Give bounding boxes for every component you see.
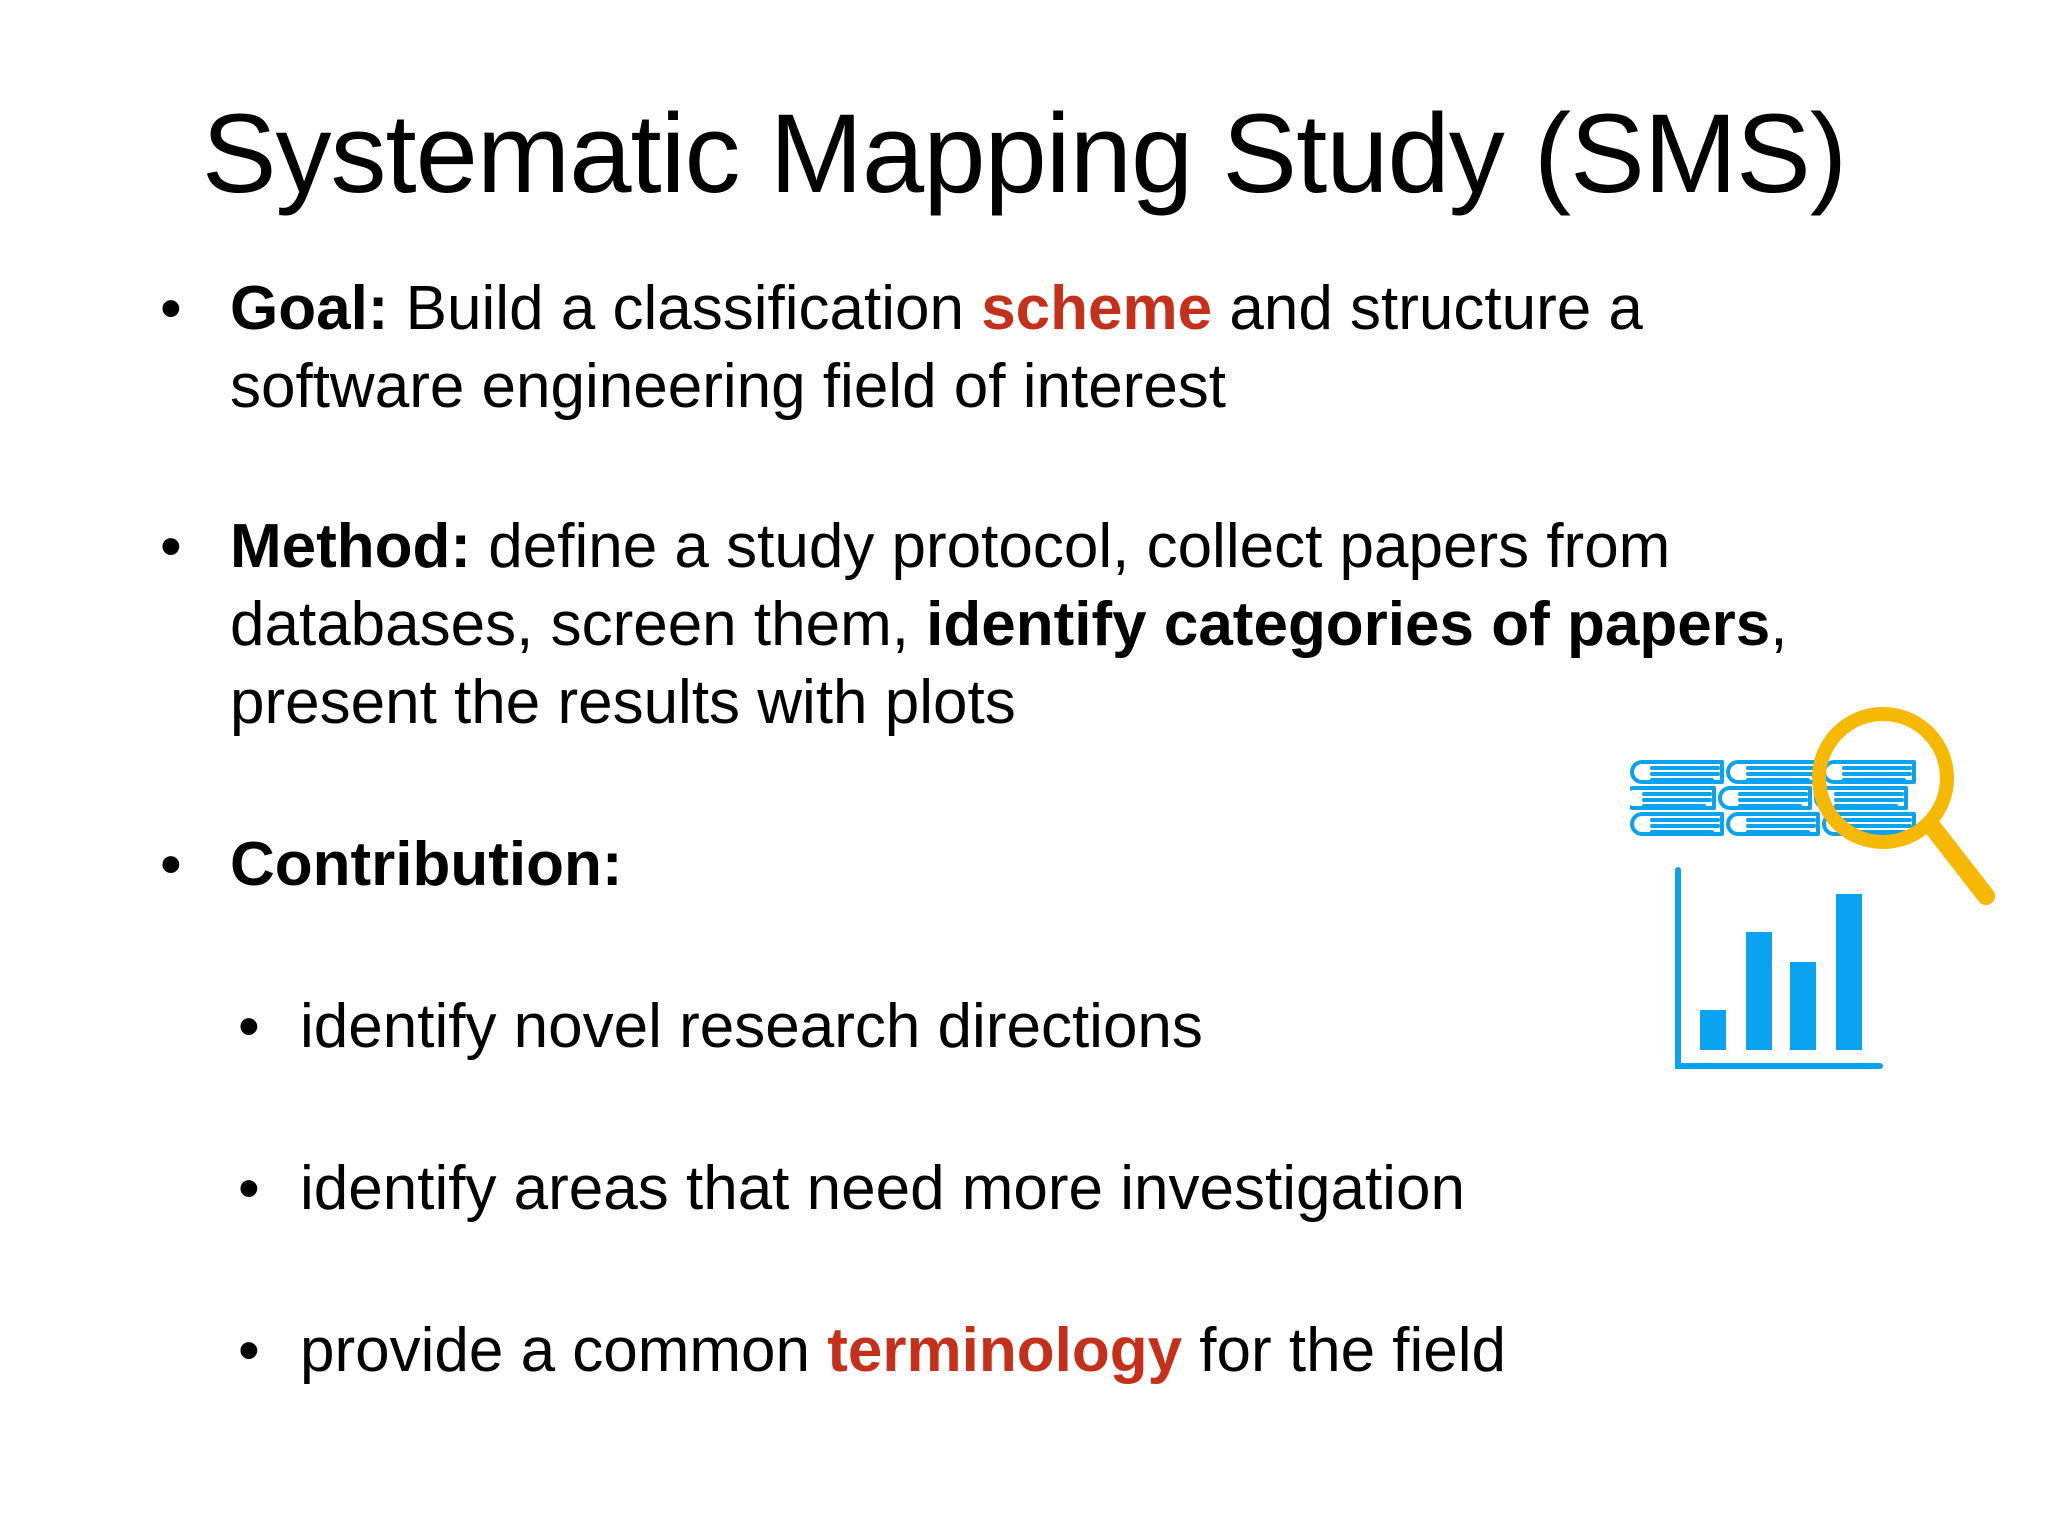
bullet-dot: •	[160, 274, 182, 343]
bar-chart-icon	[1678, 870, 1880, 1066]
method-label: Method:	[230, 512, 472, 581]
method-emphasis: identify categories of papers	[926, 590, 1771, 659]
highlight-terminology: terminology	[827, 1316, 1183, 1385]
bullet-dot: •	[160, 830, 182, 899]
books-chart-magnifier-icon	[1630, 690, 2010, 1080]
bullet-dot: •	[238, 1154, 260, 1223]
bullet-dot: •	[238, 992, 260, 1061]
bullet-dot: •	[238, 1316, 260, 1385]
goal-label: Goal:	[230, 274, 389, 343]
bullet-dot: •	[160, 512, 182, 581]
slide-title: Systematic Mapping Study (SMS)	[201, 91, 1847, 216]
bullet-method	[160, 508, 1870, 742]
goal-text-after: and structure a software engineering field of interest	[230, 274, 1643, 421]
bullet-goal	[160, 270, 1870, 426]
method-text-after: , present the results with plots	[230, 590, 1788, 737]
sub-bullet-text: identify areas that need more investigation	[300, 1154, 1465, 1223]
goal-highlight-scheme: scheme	[981, 274, 1213, 343]
sub-bullet-text-before: provide a common	[300, 1316, 828, 1385]
sub-bullet-research-directions	[238, 988, 1800, 1066]
method-text-before: define a study protocol, collect papers from databases, screen them,	[230, 512, 1671, 659]
book-stack-icon	[1630, 762, 1914, 834]
sub-bullet-text: identify novel research directions	[300, 992, 1203, 1061]
sub-bullet-text-after: for the field	[1182, 1316, 1507, 1385]
sub-bullet-terminology	[238, 1312, 1800, 1390]
sub-bullet-investigation-areas	[238, 1150, 1800, 1228]
contribution-label: Contribution:	[230, 830, 623, 899]
bullet-contribution	[160, 826, 1870, 904]
goal-text-before: Build a classification	[388, 274, 982, 343]
